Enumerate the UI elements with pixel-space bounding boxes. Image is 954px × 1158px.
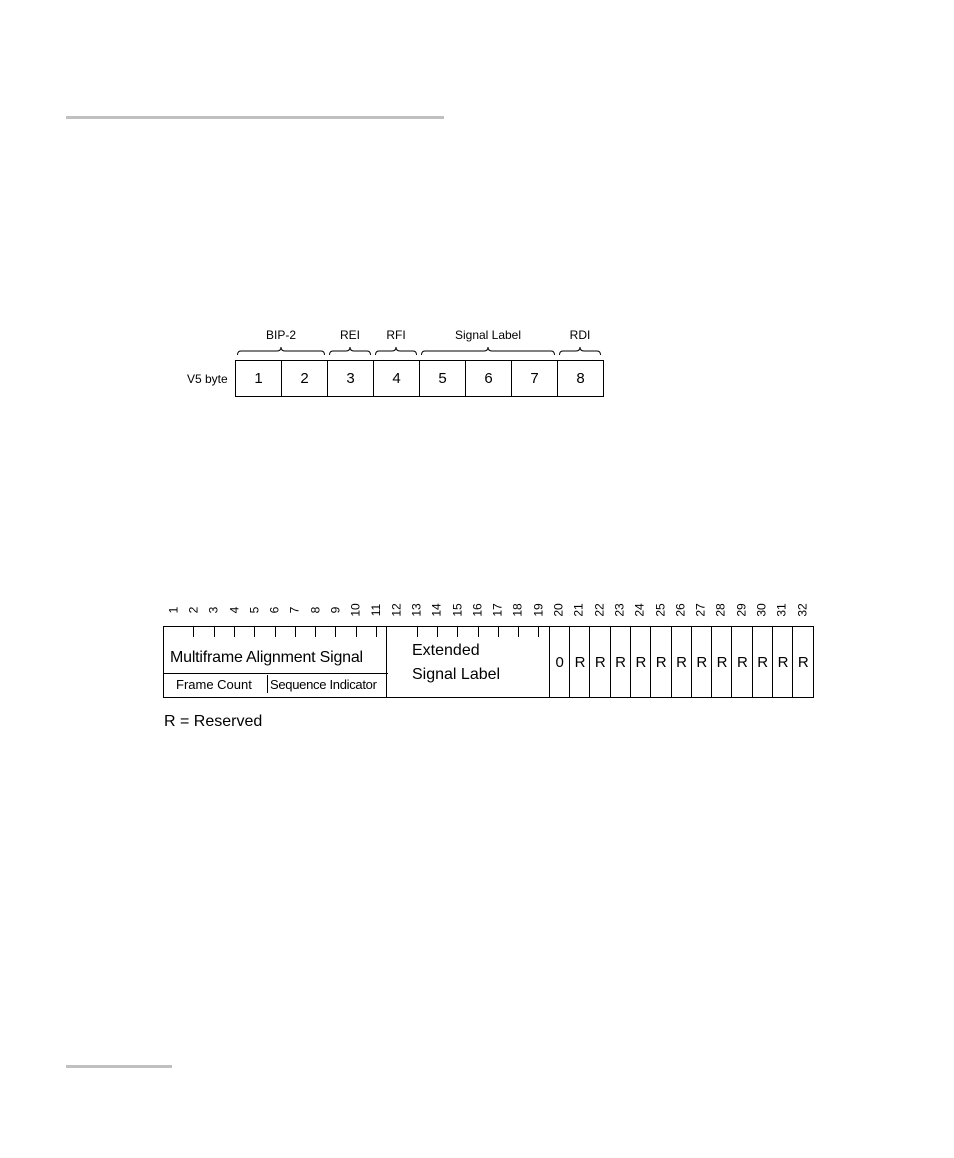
bit-tick [335, 627, 336, 637]
bit-tick [417, 627, 418, 637]
bit-tick [254, 627, 255, 637]
v5-byte-diagram [160, 320, 620, 410]
bit-number-text: 27 [693, 603, 708, 617]
bit-tick [275, 627, 276, 637]
bit-number [163, 598, 183, 622]
bit-tick [518, 627, 519, 637]
bit-tick [498, 627, 499, 637]
v5-bit-cell: 3 [327, 360, 374, 397]
bit-number-text: 28 [714, 603, 729, 617]
bit-tick [376, 627, 377, 637]
reserved-bit-cell: R [757, 653, 769, 671]
v5-group-brace-path [376, 347, 417, 355]
bit-number [325, 598, 345, 622]
v5-bit-cell: 6 [465, 360, 512, 397]
bit-number [528, 598, 548, 622]
bit-number-text: 18 [511, 603, 526, 617]
bit-number-text: 11 [369, 603, 383, 617]
v5-bit-cell: 4 [373, 360, 420, 397]
bit-tick [437, 627, 438, 637]
bit-number [265, 598, 285, 622]
v5-group-brace-path [330, 347, 371, 355]
bit-number-text: 5 [247, 606, 262, 614]
reserved-bit-cell: R [797, 653, 809, 671]
frame-count-label: Frame Count [176, 677, 252, 692]
bit-tick [234, 627, 235, 637]
extended-signal-label-diagram [160, 592, 820, 742]
bit-number-text: 6 [267, 606, 282, 614]
bit-number [204, 598, 224, 622]
bit-number-text: 19 [531, 603, 546, 617]
bit-number-text: 2 [186, 606, 201, 614]
reserved-bit-cell: R [676, 653, 687, 671]
v5-bit-cell: 8 [557, 360, 604, 397]
footer-rule [66, 1065, 172, 1068]
bit-number-text: 1 [166, 606, 180, 614]
bit-number [386, 598, 406, 622]
reserved-bit-cell: R [615, 653, 627, 671]
frame-sequence-divider [267, 675, 268, 693]
bit-number [468, 598, 488, 622]
bit-number-text: 14 [429, 603, 444, 617]
esl-line-1: Extended [412, 642, 480, 659]
bit-number [691, 598, 711, 622]
bit-20-cell: 0 [555, 653, 564, 671]
reserved-legend: R = Reserved [164, 713, 263, 730]
bit-number-text: 15 [450, 603, 465, 617]
v5-group-label: RDI [569, 328, 591, 342]
v5-group-brace [559, 346, 601, 356]
bit-number [589, 598, 609, 622]
bit-number-text: 26 [673, 603, 688, 617]
bit-number [346, 598, 366, 622]
mfas-label: Multiframe Alignment Signal [170, 649, 363, 666]
header-rule [66, 116, 444, 119]
v5-group-label: BIP-2 [265, 328, 296, 342]
reserved-bit-cell: R [574, 653, 586, 671]
bit-number [183, 598, 203, 622]
v5-group-brace-path [560, 347, 601, 355]
bit-number-text: 24 [632, 603, 647, 617]
v5-bit-cell: 5 [419, 360, 466, 397]
v5-row-label: V5 byte [187, 372, 228, 386]
bit-number-text: 22 [592, 603, 607, 617]
v5-group-label: REI [339, 328, 360, 342]
bit-tick [295, 627, 296, 637]
bit-number [244, 598, 264, 622]
bit-number-text: 17 [490, 603, 505, 617]
bit-tick [315, 627, 316, 637]
bit-number-text: 16 [470, 603, 485, 617]
v5-group-brace-path [422, 347, 555, 355]
reserved-bit-cell: R [655, 653, 667, 671]
bit-number-text: 23 [612, 603, 627, 617]
bit-number-text: 30 [754, 603, 769, 617]
bit-number [792, 598, 812, 622]
reserved-bit-cell: R [594, 653, 606, 671]
bit-number-text: 25 [653, 603, 668, 617]
v5-group-brace-path [238, 347, 325, 355]
bit-number [407, 598, 427, 622]
reserved-bit-cell: R [736, 653, 748, 671]
bit-number-text: 31 [774, 603, 789, 617]
v5-group-label: Signal Label [454, 328, 522, 342]
reserved-bit-cell: R [696, 653, 708, 671]
reserved-bit-cell: R [716, 653, 728, 671]
bit-number [366, 598, 386, 622]
bit-number [772, 598, 792, 622]
bit-number-text: 29 [734, 603, 749, 617]
bit-tick [538, 627, 539, 637]
bit-number [224, 598, 244, 622]
bit-tick [214, 627, 215, 637]
v5-group-brace [237, 346, 325, 356]
bit-tick [457, 627, 458, 637]
bit-number-text: 12 [389, 603, 404, 617]
reserved-bit-cell: R [635, 653, 647, 671]
v5-group-brace [375, 346, 417, 356]
reserved-bit-cell: R [777, 653, 789, 671]
bit-tick [356, 627, 357, 637]
v5-group-label: RFI [386, 328, 406, 342]
bit-number [630, 598, 650, 622]
bit-number [610, 598, 630, 622]
bit-number-text: 9 [328, 606, 343, 614]
bit-number [569, 598, 589, 622]
bit-divider [386, 627, 387, 697]
bit-number [488, 598, 508, 622]
bit-number-text: 3 [206, 606, 221, 614]
bit-number [427, 598, 447, 622]
v5-bit-cell: 1 [235, 360, 282, 397]
bit-number [549, 598, 569, 622]
bit-number-text: 32 [795, 603, 810, 617]
bit-number [285, 598, 305, 622]
bit-number [650, 598, 670, 622]
bit-number [731, 598, 751, 622]
bit-number [752, 598, 772, 622]
mfas-sub-divider-line [164, 673, 388, 674]
v5-group-brace [329, 346, 371, 356]
bit-number [671, 598, 691, 622]
bit-number-text: 4 [226, 606, 241, 614]
bit-number-text: 10 [348, 603, 363, 617]
bit-number [305, 598, 325, 622]
bit-tick [478, 627, 479, 637]
bit-number-text: 20 [551, 603, 566, 617]
bit-number-text: 13 [409, 603, 424, 617]
esl-line-2: Signal Label [412, 666, 501, 683]
bit-tick [193, 627, 194, 637]
v5-bit-cell: 7 [511, 360, 558, 397]
bit-frame [163, 626, 814, 698]
bit-number-text: 21 [571, 603, 586, 617]
sequence-indicator-label: Sequence Indicator [270, 677, 377, 692]
bit-number [447, 598, 467, 622]
bit-number [711, 598, 731, 622]
extended-signal-label-text [412, 639, 500, 687]
bit-number-text: 8 [308, 606, 323, 614]
bit-number [508, 598, 528, 622]
v5-bit-cell: 2 [281, 360, 328, 397]
bit-number-text: 7 [287, 606, 302, 614]
v5-group-brace [421, 346, 555, 356]
